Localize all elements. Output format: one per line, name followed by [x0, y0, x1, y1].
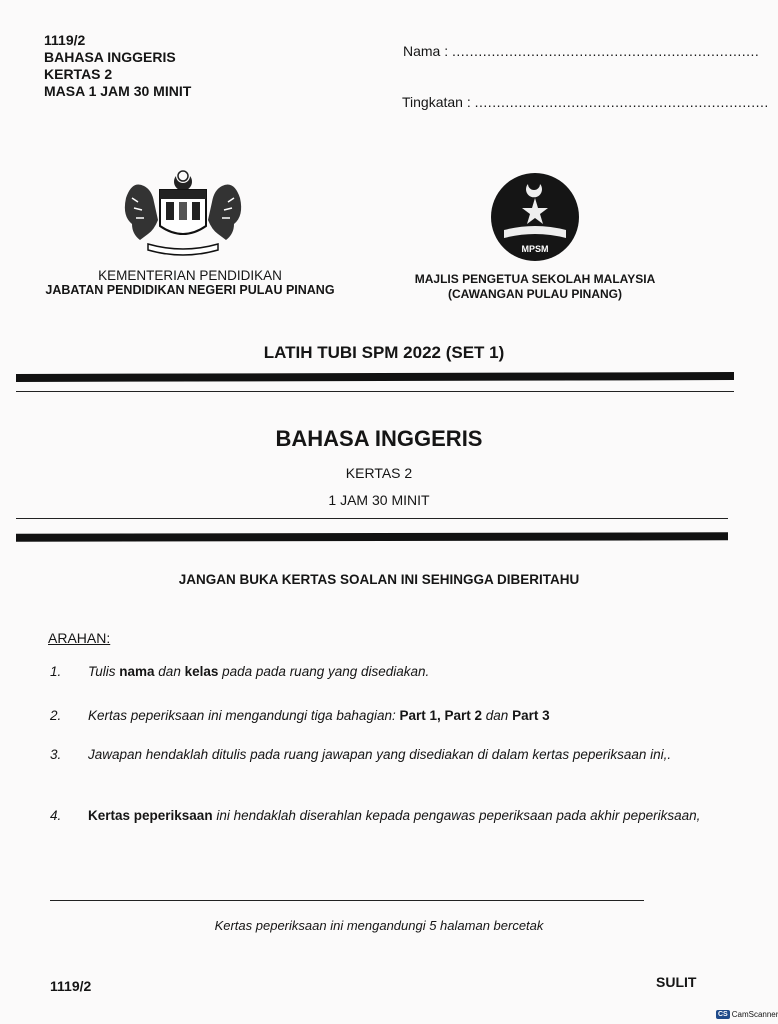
instruction-number: 4. [50, 808, 62, 823]
scanner-name: CamScanner [731, 1010, 778, 1019]
paper-subject: BAHASA INGGERIS [44, 49, 176, 65]
coat-of-arms-icon [118, 168, 248, 258]
instruction-item [50, 662, 710, 681]
scanner-watermark [716, 1010, 778, 1019]
divider-thick-top [16, 372, 734, 382]
warning-text: JANGAN BUKA KERTAS SOALAN INI SEHINGGA DIBERITAHU [178, 572, 580, 587]
instruction-text: Kertas peperiksaan ini hendaklah diserahlan kepada pengawas peperiksaan pada akhir peperiksaan, [88, 808, 701, 823]
set-title: LATIH TUBI SPM 2022 (SET 1) [263, 343, 505, 362]
instruction-number: 3. [50, 747, 62, 762]
paper-header [44, 32, 191, 100]
instruction-number: 1. [50, 664, 62, 679]
instructions-heading: ARAHAN: [48, 630, 111, 646]
form-label: Tingkatan : [402, 94, 471, 110]
divider-thick-bottom [16, 532, 728, 541]
form-blank: ................................................................... [474, 94, 769, 110]
name-field [403, 43, 759, 59]
mpsm-emblem-icon [486, 172, 584, 262]
name-blank: ...................................................................... [452, 43, 760, 59]
paper-number: KERTAS 2 [44, 66, 113, 82]
council-name [385, 272, 685, 302]
scanner-logo-icon: CS [718, 1011, 728, 1018]
paper-code: 1119/2 [44, 32, 86, 48]
ministry-name [40, 268, 340, 298]
council-line2: (CAWANGAN PULAU PINANG) [448, 287, 622, 301]
instruction-text: Tulis nama dan kelas pada pada ruang yang disediakan. [88, 664, 430, 679]
divider-thin-bottom [16, 518, 728, 519]
footer-paper-code: 1119/2 [50, 978, 92, 994]
instruction-number: 2. [50, 708, 62, 723]
ministry-line2: JABATAN PENDIDIKAN NEGERI PULAU PINANG [45, 283, 335, 297]
instruction-item [50, 706, 710, 725]
instruction-text: Kertas peperiksaan ini mengandungi tiga bahagian: Part 1, Part 2 dan Part 3 [88, 708, 550, 723]
paper-label: KERTAS 2 [345, 465, 413, 481]
paper-time: MASA 1 JAM 30 MINIT [44, 83, 192, 99]
emblem-label: MPSM [521, 244, 549, 254]
confidential-label: SULIT [656, 974, 697, 990]
form-field [402, 94, 769, 110]
duration: 1 JAM 30 MINIT [328, 492, 430, 508]
instruction-item [50, 806, 710, 825]
subject-title: BAHASA INGGERIS [275, 426, 483, 451]
divider-thin-top [16, 391, 734, 392]
ministry-line1: KEMENTERIAN PENDIDIKAN [98, 268, 282, 283]
name-label: Nama : [403, 43, 449, 59]
instruction-item [50, 745, 710, 764]
council-line1: MAJLIS PENGETUA SEKOLAH MALAYSIA [414, 272, 656, 286]
instruction-text: Jawapan hendaklah ditulis pada ruang jawapan yang disediakan di dalam kertas peperiksaan ini,. [88, 747, 672, 762]
page-count-note: Kertas peperiksaan ini mengandungi 5 halaman bercetak [214, 918, 544, 933]
footer-rule [50, 900, 644, 901]
